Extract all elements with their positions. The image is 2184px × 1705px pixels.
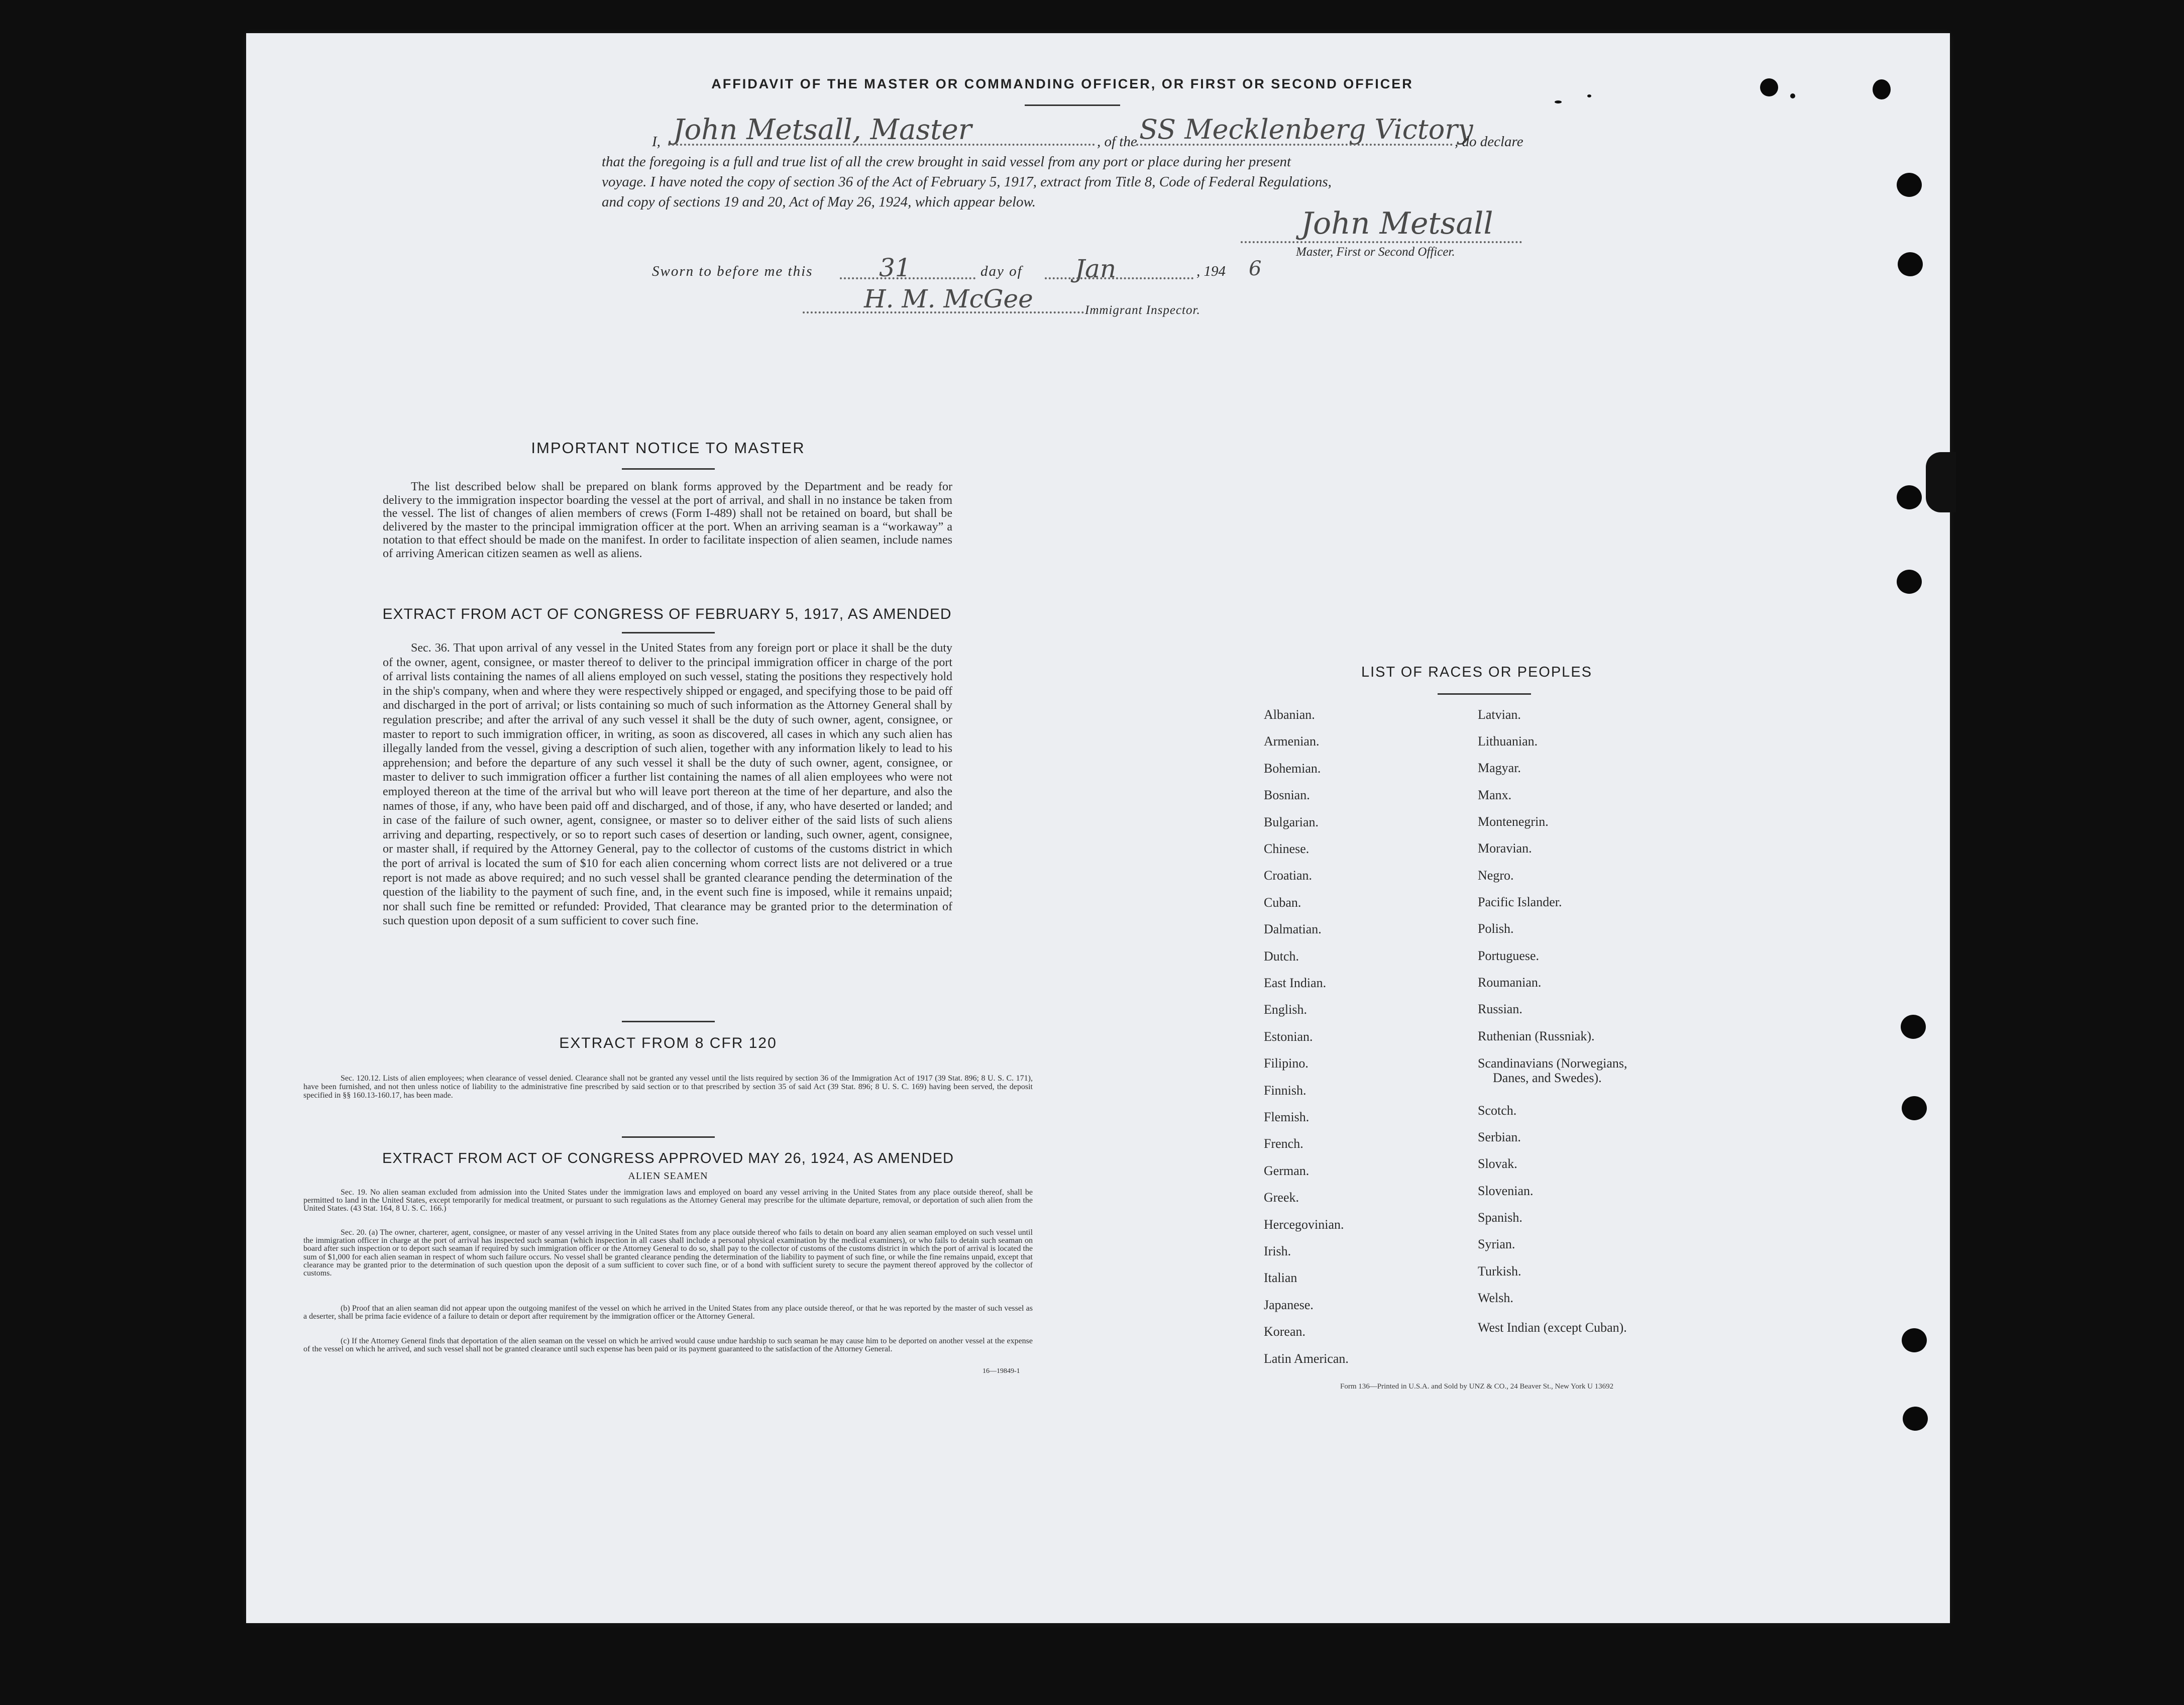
master-name-handwritten: John Metsall, Master bbox=[673, 114, 972, 146]
race-item: Hercegovinian. bbox=[1264, 1217, 1344, 1232]
extract-1924-subtitle: ALIEN SEAMEN bbox=[628, 1170, 708, 1182]
race-item: Russian. bbox=[1478, 1002, 1522, 1016]
notice-title: IMPORTANT NOTICE TO MASTER bbox=[531, 439, 805, 457]
races-title: LIST OF RACES OR PEOPLES bbox=[1361, 664, 1593, 680]
punch-hole bbox=[1760, 78, 1778, 96]
fill-line bbox=[1045, 277, 1193, 279]
race-item: French. bbox=[1264, 1136, 1303, 1151]
race-item: Greek. bbox=[1264, 1190, 1299, 1205]
vessel-name-handwritten: SS Mecklenberg Victory bbox=[1139, 114, 1473, 145]
race-item: Japanese. bbox=[1264, 1297, 1314, 1312]
punch-hole bbox=[1897, 173, 1922, 197]
divider bbox=[622, 468, 715, 470]
fill-line bbox=[1241, 241, 1522, 243]
sworn-month-handwritten: Jan bbox=[1075, 254, 1117, 283]
race-item: Portuguese. bbox=[1478, 948, 1540, 963]
race-item: Croatian. bbox=[1264, 868, 1313, 883]
race-item: Danes, and Swedes). bbox=[1493, 1071, 1602, 1085]
race-item: Filipino. bbox=[1264, 1056, 1308, 1071]
divider bbox=[622, 1136, 715, 1138]
affidavit-line-4: and copy of sections 19 and 20, Act of May 26, 1924, which appear below. bbox=[602, 194, 1036, 210]
race-item: Latvian. bbox=[1478, 707, 1521, 722]
master-signature: John Metsall bbox=[1301, 206, 1493, 241]
signature-caption: Master, First or Second Officer. bbox=[1296, 245, 1455, 259]
sec20c-body: (c) If the Attorney General finds that deportation of the alien seaman on the vessel on which he arrived would cause undue hardship to such seaman he may cause him to be deported on another vessel at the expense of the vessel on which he arrived, and such vessel shall not be granted clearance until such expense has been paid or its payment guaranteed to the satisfaction of the Attorney General. bbox=[303, 1337, 1033, 1354]
sworn-day-handwritten: 31 bbox=[879, 253, 911, 282]
race-item: Bulgarian. bbox=[1264, 814, 1319, 829]
do-declare-label: , do declare bbox=[1455, 134, 1523, 150]
page-damage bbox=[1926, 452, 1956, 512]
race-item: Bosnian. bbox=[1264, 788, 1310, 803]
extract-1917-body: Sec. 36. That upon arrival of any vessel in the United States from any foreign port or place it shall be the duty of the owner, agent, consignee, or master thereof to deliver to the principal immigration officer in charge of the port of arrival lists containing the names of all aliens employed on such vessel, stating the positions they respectively hold in the ship's company, when and where they were respectively shipped or engaged, and specifying those to be paid off and discharged in the port of arrival; or lists containing so much of such information as the Attorney General shall by regulation prescribe; and after the arrival of any such vessel it shall be the duty of such owner, agent, consignee, or master to report to such immigration officer, in writing, as soon as discovered, all cases in which any such alien has illegally landed from the vessel, giving a description of such alien, together with any information likely to lead to his apprehension; and before the departure of any such vessel it shall be the duty of such owner, agent, consignee, or master to deliver to such immigration officer a further list containing the names of all alien employees who were not employed thereon at the time of the arrival but who will leave port thereon at the time of her departure, and also the names of those, if any, who have been paid off and discharged, and of those, if any, who have deserted or landed; and in case of the failure of such owner, agent, consignee, or master so to deliver either of the said lists of such aliens arriving and departing, respectively, or so to report such cases of desertion or landing, such owner, agent, consignee, or master shall, if required by the Attorney General, pay to the collector of customs of the customs district in which the port of arrival is located the sum of $10 for each alien concerning whom correct lists are not delivered or a true report is not made as above required; and no such vessel shall be granted clearance pending the determination of the question of the liability to the payment of such fine, and, in the event such fine is imposed, while it remains unpaid; nor shall such fine be remitted or refunded: Provided, That clearance may be granted prior to the determination of such question upon deposit of a sum sufficient to cover such fine. bbox=[383, 642, 952, 928]
speck bbox=[1587, 94, 1591, 97]
divider bbox=[1025, 104, 1120, 106]
race-item: Moravian. bbox=[1478, 841, 1532, 856]
affidavit-line-3: voyage. I have noted the copy of section 36 of the Act of February 5, 1917, extract from Title 8, Code of Federal Regulations, bbox=[602, 174, 1332, 190]
race-item: Irish. bbox=[1264, 1244, 1291, 1258]
race-item: Slovenian. bbox=[1478, 1184, 1534, 1198]
affidavit-line-2: that the foregoing is a full and true list of all the crew brought in said vessel from any port or place during her present bbox=[602, 154, 1291, 170]
race-item: Flemish. bbox=[1264, 1110, 1309, 1124]
punch-hole bbox=[1898, 252, 1923, 276]
race-item: Chinese. bbox=[1264, 841, 1309, 856]
race-item: Serbian. bbox=[1478, 1130, 1521, 1144]
punch-hole bbox=[1897, 570, 1922, 594]
fill-line bbox=[803, 311, 1084, 313]
race-item: Scotch. bbox=[1478, 1103, 1517, 1118]
sec20a-body: Sec. 20. (a) The owner, charterer, agent, consignee, or master of any vessel arriving in the United States from any place outside thereof who fails to detain on board any alien seaman employed on such vessel until the immigration officer in charge at the port of arrival has inspected such seaman (which inspection in all cases shall include a personal physical examination by the medical examiners), or who fails to detain such seaman on board after such inspection or to deport such seaman if required by such immigration officer or the Attorney General to do so, shall pay to the collector of customs of the customs district in which the port of arrival is located the sum of $1,000 for each alien seaman in respect of whom such failure occurs. No vessel shall be granted clearance pending the determination of the liability to payment of such fine, or while the fine remains unpaid, except that clearance may be granted prior to the determination of such question upon the deposit of a sum sufficient to cover such fine, or of a bond with sufficient surety to secure the payment thereof approved by the collector of customs. bbox=[303, 1228, 1033, 1278]
race-item: Manx. bbox=[1478, 788, 1512, 802]
race-item: Welsh. bbox=[1478, 1291, 1513, 1305]
sworn-label: Sworn to before me this bbox=[652, 263, 813, 279]
fill-line bbox=[840, 277, 975, 279]
form-number: 16—19849-1 bbox=[982, 1367, 1020, 1375]
race-item: West Indian (except Cuban). bbox=[1478, 1320, 1627, 1335]
day-of-label: day of bbox=[980, 263, 1023, 279]
year-prefix: , 194 bbox=[1196, 263, 1226, 279]
race-item: Lithuanian. bbox=[1478, 734, 1538, 749]
cfr-body: Sec. 120.12. Lists of alien employees; when clearance of vessel denied. Clearance shall not be granted any vessel until the lists required by section 36 of the Immigration Act of 1917 (39 Stat. 896; 8 U. S. C. 171), have been furnished, and not then unless notice of liability to the administrative fine prescribed by said section or to that prescribed by section 35 of said Act (39 Stat. 896; 8 U. S. C. 169) having been served, the deposit specified in §§ 160.13-160.17, has been made. bbox=[303, 1074, 1033, 1100]
race-item: Dalmatian. bbox=[1264, 922, 1322, 937]
race-item: Ruthenian (Russniak). bbox=[1478, 1029, 1595, 1043]
race-item: Latin American. bbox=[1264, 1351, 1349, 1366]
divider bbox=[622, 632, 715, 633]
punch-hole bbox=[1901, 1015, 1926, 1039]
race-item: English. bbox=[1264, 1002, 1307, 1017]
inspector-signature: H. M. McGee bbox=[864, 284, 1033, 313]
of-the-label: , of the bbox=[1097, 134, 1137, 150]
race-item: East Indian. bbox=[1264, 976, 1327, 990]
race-item: Finnish. bbox=[1264, 1083, 1306, 1098]
cfr-title: EXTRACT FROM 8 CFR 120 bbox=[559, 1035, 777, 1051]
sec19-body: Sec. 19. No alien seaman excluded from admission into the United States under the immigration laws and employed on board any vessel arriving in the United States from any place outside thereof, shall be permitted to land in the United States, except temporarily for medical treatment, or pursuant to such regulations as the Attorney General may prescribe for the ultimate departure, removal, or deportation of such alien from the United States. (43 Stat. 164, 8 U. S. C. 166.) bbox=[303, 1188, 1033, 1213]
race-item: Pacific Islander. bbox=[1478, 895, 1562, 909]
notice-body: The list described below shall be prepared on blank forms approved by the Department and be ready for delivery to the immigration inspector boarding the vessel at the port of arrival, and shall in no instance be taken from the vessel. The list of changes of alien members of crews (Form I-489) shall not be retained on board, but shall be delivered by the master to the principal immigration officer at the port. When an arriving seaman is a “workaway” a notation to that effect should be made on the manifest. In order to facilitate inspection of alien seamen, include names of arriving American citizen seamen as well as aliens. bbox=[383, 480, 952, 560]
race-item: German. bbox=[1264, 1163, 1309, 1178]
punch-hole bbox=[1902, 1328, 1927, 1352]
extract-1917-title: EXTRACT FROM ACT OF CONGRESS OF FEBRUARY 5, 1917, AS AMENDED bbox=[382, 606, 952, 622]
punch-hole bbox=[1903, 1407, 1928, 1431]
race-item: Bohemian. bbox=[1264, 761, 1321, 776]
divider bbox=[1438, 693, 1531, 695]
race-item: Roumanian. bbox=[1478, 975, 1542, 990]
race-item: Armenian. bbox=[1264, 734, 1320, 749]
race-item: Albanian. bbox=[1264, 707, 1315, 722]
sec20b-body: (b) Proof that an alien seaman did not appear upon the outgoing manifest of the vessel on which he arrived in the United States from any place outside thereof, or that he was reported by the master of such vessel as a deserter, shall be prima facie evidence of a failure to detain or deport after requirement by the immigration officer or the Attorney General. bbox=[303, 1304, 1033, 1321]
race-item: Syrian. bbox=[1478, 1237, 1515, 1251]
race-item: Dutch. bbox=[1264, 948, 1299, 964]
race-item: Cuban. bbox=[1264, 895, 1301, 910]
affidavit-title: AFFIDAVIT OF THE MASTER OR COMMANDING OFFICER, OR FIRST OR SECOND OFFICER bbox=[711, 76, 1413, 91]
race-item: Korean. bbox=[1264, 1324, 1306, 1339]
punch-hole bbox=[1897, 485, 1922, 509]
race-item: Polish. bbox=[1478, 921, 1514, 936]
race-item: Negro. bbox=[1478, 868, 1514, 883]
race-item: Spanish. bbox=[1478, 1210, 1522, 1225]
fill-line bbox=[668, 144, 1095, 146]
inspector-caption: Immigrant Inspector. bbox=[1085, 303, 1200, 317]
speck bbox=[1555, 100, 1562, 103]
fill-line bbox=[1136, 144, 1453, 146]
printer-footer: Form 136—Printed in U.S.A. and Sold by UNZ & CO., 24 Beaver St., New York U 13692 bbox=[1340, 1382, 1614, 1391]
punch-hole bbox=[1873, 79, 1891, 99]
divider bbox=[622, 1021, 715, 1022]
sworn-year-handwritten: 6 bbox=[1249, 257, 1262, 280]
speck bbox=[1790, 93, 1795, 98]
punch-hole bbox=[1902, 1096, 1927, 1120]
race-item: Montenegrin. bbox=[1478, 814, 1549, 829]
affidavit-intro: I, bbox=[652, 134, 661, 150]
race-item: Magyar. bbox=[1478, 761, 1521, 775]
race-item: Italian bbox=[1264, 1270, 1297, 1286]
race-item: Estonian. bbox=[1264, 1029, 1313, 1044]
extract-1924-title: EXTRACT FROM ACT OF CONGRESS APPROVED MAY 26, 1924, AS AMENDED bbox=[382, 1150, 954, 1166]
race-item: Turkish. bbox=[1478, 1264, 1521, 1278]
race-item: Scandinavians (Norwegians, bbox=[1478, 1056, 1627, 1071]
race-item: Slovak. bbox=[1478, 1156, 1517, 1171]
